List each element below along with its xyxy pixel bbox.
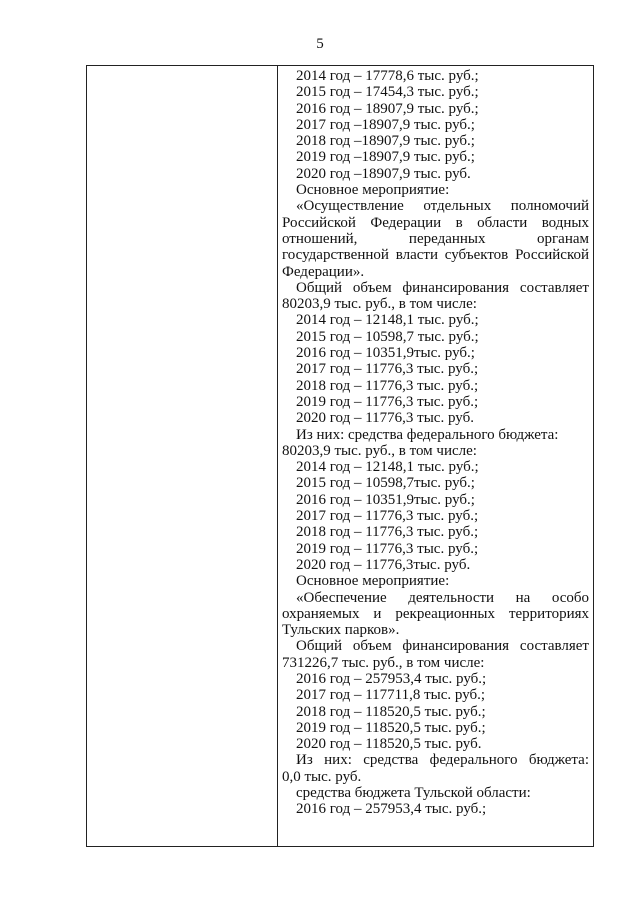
text-line: 2017 год – 11776,3 тыс. руб.;	[296, 508, 479, 525]
text-line: 2018 год – 11776,3 тыс. руб.;	[296, 377, 479, 394]
page-number: 5	[316, 36, 324, 52]
text-line: Из них: средства федерального бюджета:	[296, 426, 559, 443]
text-line: 2019 год – 11776,3 тыс. руб.;	[296, 540, 479, 557]
text-line: «Обеспечение деятельности на особо	[296, 589, 589, 606]
text-line: 2018 год – 118520,5 тыс. руб.;	[296, 703, 486, 720]
text-line: 2016 год – 10351,9тыс. руб.;	[296, 345, 475, 362]
text-line: 2019 год – 118520,5 тыс. руб.;	[296, 719, 486, 736]
text-line: 80203,9 тыс. руб., в том числе:	[282, 296, 477, 313]
text-line: 2018 год – 11776,3 тыс. руб.;	[296, 524, 479, 541]
text-line: 2017 год – 11776,3 тыс. руб.;	[296, 361, 479, 378]
text-line: 2019 год – 11776,3 тыс. руб.;	[296, 393, 479, 410]
text-line: Тульских парков».	[282, 622, 400, 639]
text-line: 2014 год – 12148,1 тыс. руб.;	[296, 312, 479, 329]
text-line: Из них: средства федерального бюджета:	[296, 752, 589, 769]
text-line: 2018 год –18907,9 тыс. руб.;	[296, 133, 475, 150]
text-line: 2016 год – 257953,4 тыс. руб.;	[296, 670, 487, 687]
text-line: отношений, переданных органам	[282, 230, 589, 247]
text-line: «Осуществление отдельных полномочий	[296, 198, 589, 215]
text-line: 2020 год –18907,9 тыс. руб.	[296, 165, 471, 182]
text-line: Федерации».	[282, 263, 365, 280]
text-line: Российской Федерации в области водных	[282, 214, 589, 231]
text-line: 2017 год –18907,9 тыс. руб.;	[296, 116, 475, 133]
text-line: Основное мероприятие:	[296, 573, 450, 590]
text-line: 2015 год – 17454,3 тыс. руб.;	[296, 84, 479, 101]
text-line: 2019 год –18907,9 тыс. руб.;	[296, 149, 475, 166]
text-line: Основное мероприятие:	[296, 182, 450, 199]
text-line: 731226,7 тыс. руб., в том числе:	[282, 654, 485, 671]
text-line: Общий объем финансирования составляет	[296, 638, 589, 655]
funding-text-column	[282, 68, 589, 818]
text-line: 0,0 тыс. руб.	[282, 768, 362, 785]
text-line: Общий объем финансирования составляет	[296, 279, 589, 296]
text-line: 2015 год – 10598,7 тыс. руб.;	[296, 328, 479, 345]
text-line: государственной власти субъектов Российской	[282, 247, 589, 264]
text-line: охраняемых и рекреационных территориях	[282, 605, 589, 622]
text-line: 2014 год – 17778,6 тыс. руб.;	[296, 68, 479, 84]
text-line: 2020 год – 11776,3тыс. руб.	[296, 556, 471, 573]
text-line: 2015 год – 10598,7тыс. руб.;	[296, 475, 475, 492]
document-table	[86, 65, 594, 847]
text-line: 2017 год – 117711,8 тыс. руб.;	[296, 687, 486, 704]
text-line: 2016 год – 257953,4 тыс. руб.;	[296, 801, 487, 818]
text-line: 2020 год – 118520,5 тыс. руб.	[296, 736, 482, 753]
column-divider	[277, 66, 278, 846]
text-line: средства бюджета Тульской области:	[296, 785, 531, 802]
text-line: 2020 год – 11776,3 тыс. руб.	[296, 410, 474, 427]
text-line: 2016 год – 18907,9 тыс. руб.;	[296, 100, 479, 117]
text-line: 2014 год – 12148,1 тыс. руб.;	[296, 459, 479, 476]
text-line: 80203,9 тыс. руб., в том числе:	[282, 442, 477, 459]
text-line: 2016 год – 10351,9тыс. руб.;	[296, 491, 475, 508]
